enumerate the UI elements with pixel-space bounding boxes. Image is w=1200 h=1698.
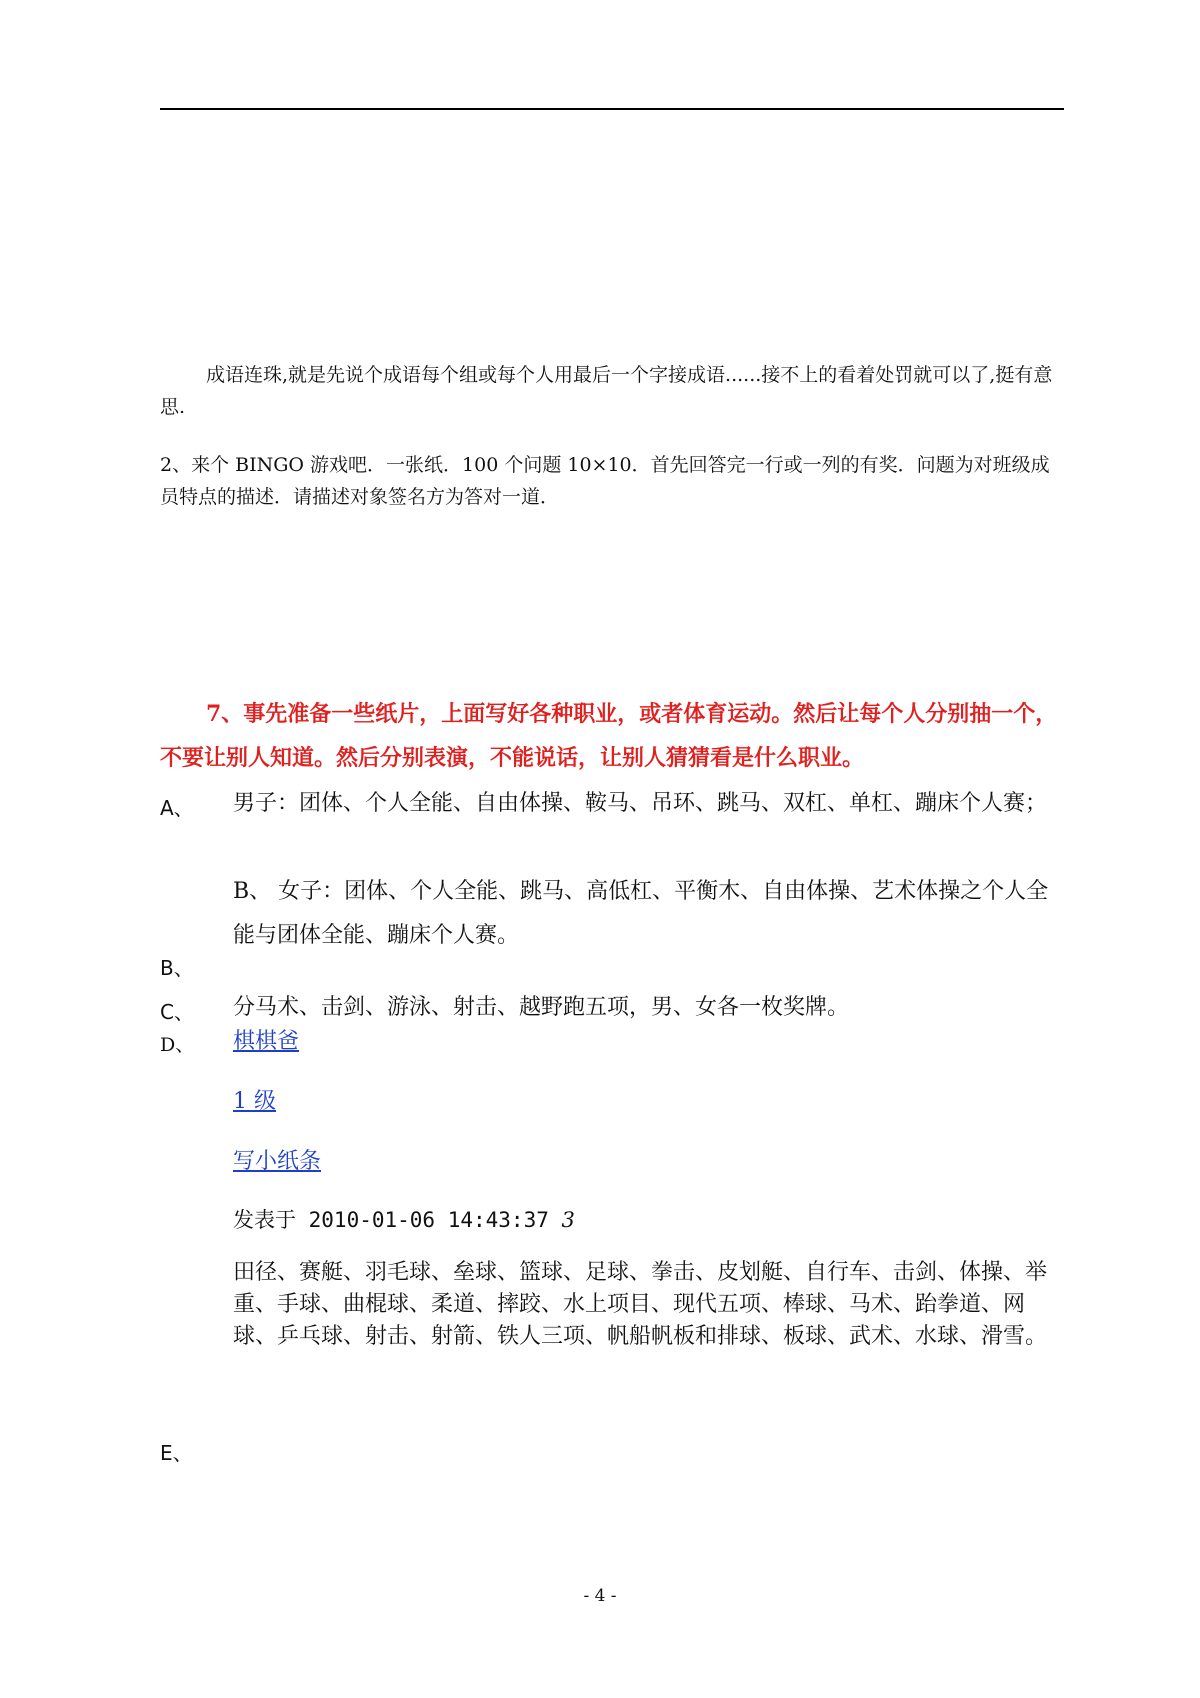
charade-paragraph: 7、事先准备一些纸片，上面写好各种职业，或者体育运动。然后让每个人分别抽一个，不要让别人知道。然后分别表演，不能说话，让别人猜猜看是什么职业。	[160, 701, 1058, 771]
header-rule	[160, 108, 1064, 110]
list-marker-e: E、	[160, 1441, 193, 1465]
list-item-a-text: 男子：团体、个人全能、自由体操、鞍马、吊环、跳马、双杠、单杠、蹦床个人赛；	[233, 791, 1048, 816]
list-item-c-text: 分马术、击剑、游泳、射击、越野跑五项，男、女各一枚奖牌。	[233, 995, 850, 1020]
list-marker-d: D、	[160, 1034, 195, 1056]
sports-list: 田径、赛艇、羽毛球、垒球、篮球、足球、拳击、皮划艇、自行车、击剑、体操、举重、手球、曲棍球、柔道、摔跤、水上项目、现代五项、棒球、马术、跆拳道、网球、乒乓球、射击、射箭、铁人三项、帆船帆板和排球、板球、武术、水球、滑雪。	[233, 1260, 1048, 1349]
author-link[interactable]: 棋棋爸	[233, 1029, 300, 1054]
list-marker-c: C、	[160, 1000, 194, 1024]
note-link[interactable]: 写小纸条	[233, 1149, 322, 1174]
floor-number: 3	[561, 1208, 575, 1232]
list-marker-a: A、	[160, 796, 194, 820]
level-link[interactable]: 1 级	[233, 1089, 276, 1114]
idiom-chain-paragraph: 成语连珠,就是先说个成语每个组或每个人用最后一个字接成语......接不上的看着处罚就可以了,挺有意思.	[160, 364, 1053, 418]
bingo-paragraph: 2、来个 BINGO 游戏吧．一张纸．100 个问题 10×10．首先回答完一行或一列的有奖．问题为对班级成员特点的描述．请描述对象签名方为答对一道．	[160, 454, 1050, 508]
list-item-b-inline: B、 女子：团体、个人全能、跳马、高低杠、平衡木、自由体操、艺术体操之个人全能与团体全能、蹦床个人赛。	[233, 879, 1049, 948]
list-marker-b: B、	[160, 956, 194, 980]
page-number: - 4 -	[583, 1586, 617, 1606]
posted-time: 发表于 2010-01-06 14:43:37	[233, 1208, 549, 1232]
post-meta	[233, 1204, 575, 1234]
